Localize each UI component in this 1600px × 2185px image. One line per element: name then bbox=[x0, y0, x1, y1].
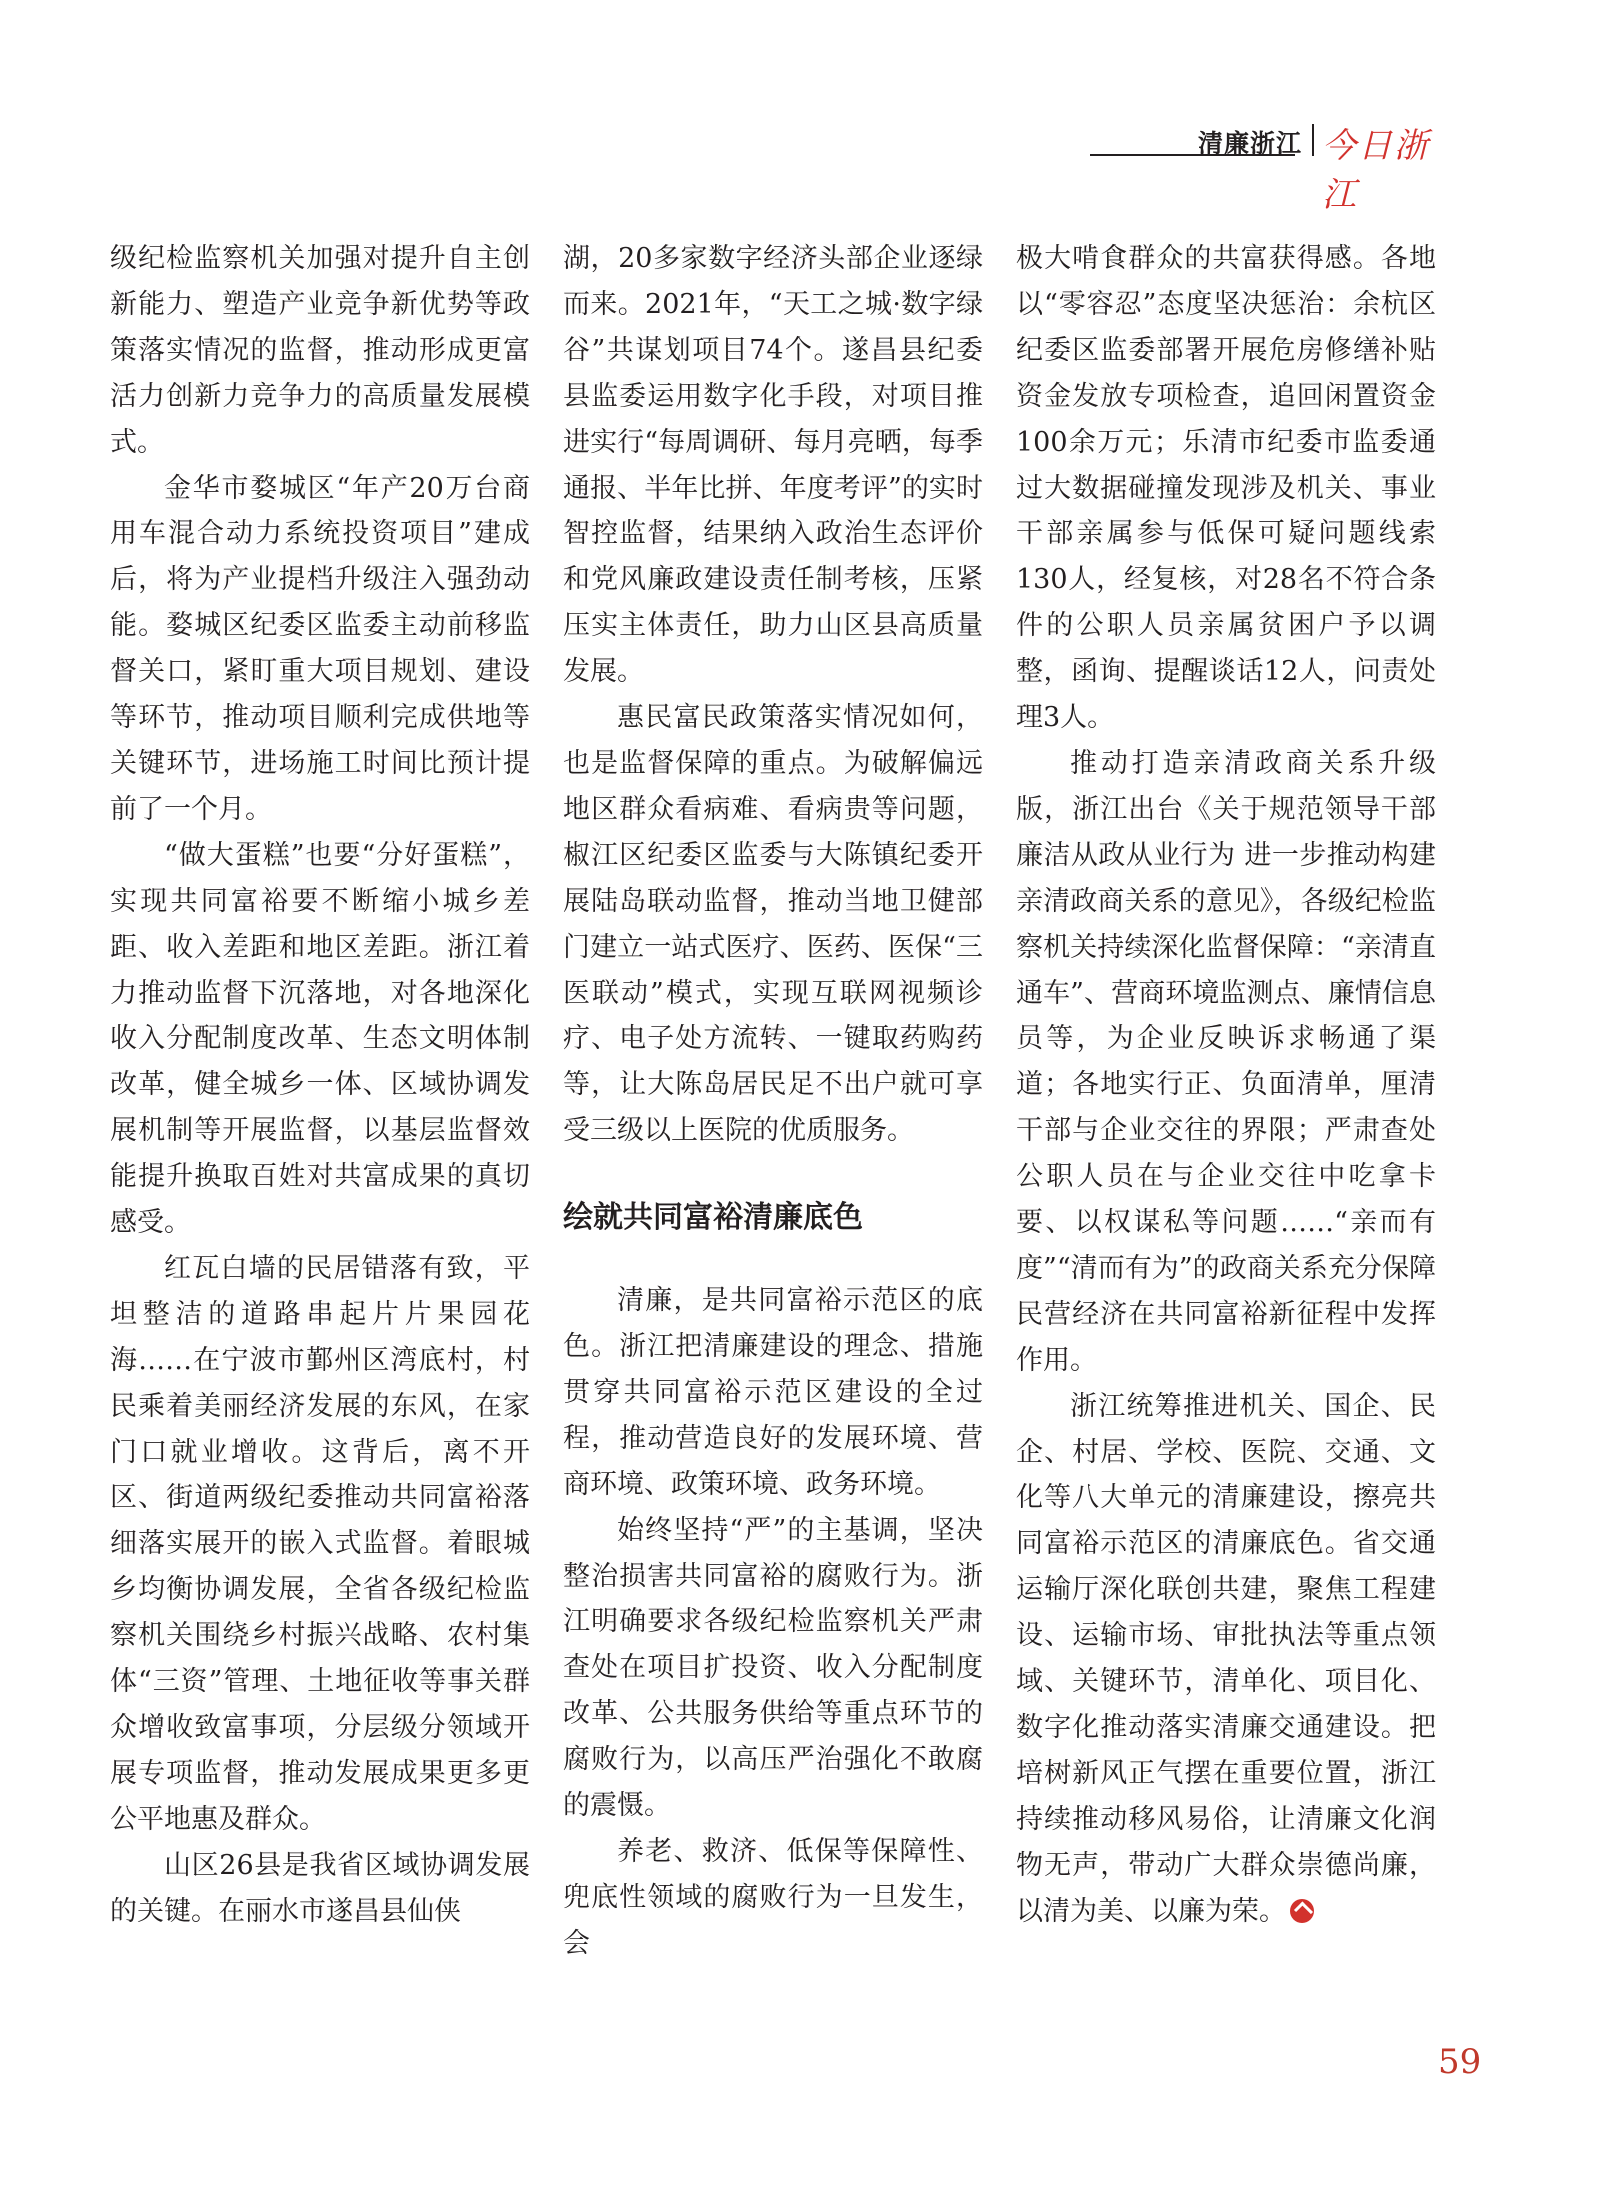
paragraph: 始终坚持“严”的主基调，坚决整治损害共同富裕的腐败行为。浙江明确要求各级纪检监察机关严肃查处在项目扩投资、收入分配制度改革、公共服务供给等重点环节的腐败行为，以高压严治强化不敢腐的震慑。 bbox=[563, 1514, 983, 1822]
paragraph: 养老、救济、低保等保障性、兜底性领域的腐败行为一旦发生，会 bbox=[563, 1836, 983, 1959]
text-column-1 bbox=[110, 236, 530, 1935]
paragraph: 极大啃食群众的共富获得感。各地以“零容忍”态度坚决惩治：余杭区纪委区监委部署开展危房修缮补贴资金发放专项检查，追回闲置资金100余万元；乐清市纪委市监委通过大数据碰撞发现涉及机关、事业干部亲属参与低保可疑问题线索130人，经复核，对28名不符合条件的公职人员亲属贫困户予以调整，函询、提醒谈话12人，问责处理3人。 bbox=[1016, 243, 1436, 734]
paragraph: 金华市婺城区“年产20万台商用车混合动力系统投资项目”建成后，将为产业提档升级注入强劲动能。婺城区纪委区监委主动前移监督关口，紧盯重大项目规划、建设等环节，推动项目顺利完成供地等关键环节，进场施工时间比预计提前了一个月。 bbox=[110, 472, 530, 825]
section-name: 清廉浙江 bbox=[1198, 129, 1303, 158]
text-column-3 bbox=[1016, 236, 1436, 1935]
paragraph: 清廉，是共同富裕示范区的底色。浙江把清廉建设的理念、措施贯穿共同富裕示范区建设的全过程，推动营造良好的发展环境、营商环境、政策环境、政务环境。 bbox=[563, 1285, 983, 1500]
header-divider bbox=[1312, 124, 1314, 156]
page-number: 59 bbox=[1438, 2042, 1482, 2082]
paragraph: 山区26县是我省区域协调发展的关键。在丽水市遂昌县仙侠 bbox=[110, 1849, 530, 1927]
section-heading: 绘就共同富裕清廉底色 bbox=[563, 1200, 863, 1236]
magazine-logo: 今日浙江 bbox=[1322, 126, 1430, 215]
paragraph: “做大蛋糕”也要“分好蛋糕”，实现共同富裕要不断缩小城乡差距、收入差距和地区差距。浙江着力推动监督下沉落地，对各地深化收入分配制度改革、生态文明体制改革，健全城乡一体、区域协调发展机制等开展监督，以基层监督效能提升换取百姓对共富成果的真切感受。 bbox=[110, 839, 530, 1239]
paragraph-final bbox=[1016, 1384, 1436, 1935]
paragraph: 红瓦白墙的民居错落有致，平坦整洁的道路串起片片果园花海……在宁波市鄞州区湾底村，村民乘着美丽经济发展的东风，在家门口就业增收。这背后，离不开区、街道两级纪委推动共同富裕落细落实展开的嵌入式监督。着眼城乡均衡协调发展，全省各级纪检监察机关围绕乡村振兴战略、农村集体“三资”管理、土地征收等事关群众增收致富事项，分层级分领域开展专项监督，推动发展成果更多更公平地惠及群众。 bbox=[110, 1252, 530, 1835]
text-column-2 bbox=[563, 236, 983, 1967]
paragraph: 推动打造亲清政商关系升级版，浙江出台《关于规范领导干部廉洁从政从业行为 进一步推动构建亲清政商关系的意见》，各级纪检监察机关持续深化监督保障：“亲清直通车”、营商环境监测点、廉情信息员等，为企业反映诉求畅通了渠道；各地实行正、负面清单，厘清干部与企业交往的界限；严肃查处公职人员在与企业交往中吃拿卡要、以权谋私等问题……“亲而有度”“清而有为”的政商关系充分保障民营经济在共同富裕新征程中发挥作用。 bbox=[1016, 747, 1436, 1376]
paragraph: 级纪检监察机关加强对提升自主创新能力、塑造产业竞争新优势等政策落实情况的监督，推动形成更富活力创新力竞争力的高质量发展模式。 bbox=[110, 243, 530, 458]
paragraph-text: 浙江统筹推进机关、国企、民企、村居、学校、医院、交通、文化等八大单元的清廉建设，擦亮共同富裕示范区的清廉底色。省交通运输厅深化联创共建，聚焦工程建设、运输市场、审批执法等重点领域、关键环节，清单化、项目化、数字化推动落实清廉交通建设。把培树新风正气摆在重要位置，浙江持续推动移风易俗，让清廉文化润物无声，带动广大群众崇德尚廉，以清为美、以廉为荣。 bbox=[1016, 1390, 1436, 1927]
page-header bbox=[1090, 122, 1450, 215]
end-mark-icon bbox=[1290, 1899, 1314, 1923]
paragraph: 惠民富民政策落实情况如何，也是监督保障的重点。为破解偏远地区群众看病难、看病贵等问题，椒江区纪委区监委与大陈镇纪委开展陆岛联动监督，推动当地卫健部门建立一站式医疗、医药、医保“三医联动”模式，实现互联网视频诊疗、电子处方流转、一键取药购药等，让大陈岛居民足不出户就可享受三级以上医院的优质服务。 bbox=[563, 702, 983, 1147]
paragraph: 湖，20多家数字经济头部企业逐绿而来。2021年，“天工之城·数字绿谷”共谋划项目74个。遂昌县纪委县监委运用数字化手段，对项目推进实行“每周调研、每月亮晒，每季通报、半年比拼、年度考评”的实时智控监督，结果纳入政治生态评价和党风廉政建设责任制考核，压紧压实主体责任，助力山区县高质量发展。 bbox=[563, 243, 983, 688]
